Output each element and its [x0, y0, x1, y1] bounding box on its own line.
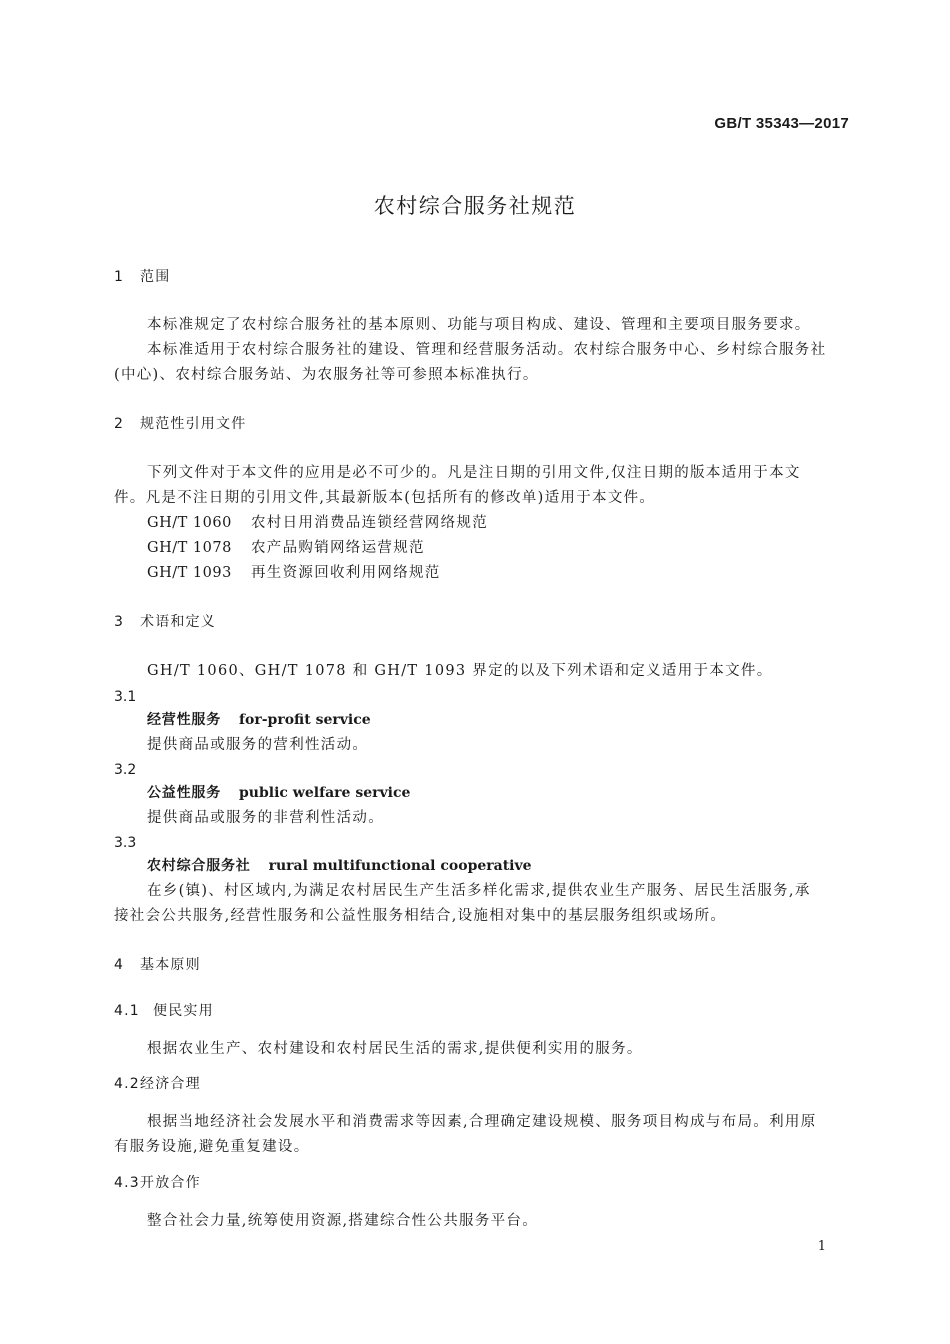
paragraph: 本标准适用于农村综合服务社的建设、管理和经营服务活动。农村综合服务中心、乡村综合服务社 — [147, 342, 827, 358]
paragraph-continuation: (中心)、农村综合服务站、为农服务社等可参照本标准执行。 — [114, 367, 539, 383]
paragraph: 下列文件对于本文件的应用是必不可少的。凡是注日期的引用文件,仅注日期的版本适用于本文 — [147, 465, 801, 481]
section-title: 术语和定义 — [140, 614, 216, 630]
subsection-title: 便民实用 — [153, 1003, 214, 1019]
paragraph: 根据农业生产、农村建设和农村居民生活的需求,提供便利实用的服务。 — [147, 1041, 643, 1057]
term-definition: 在乡(镇)、村区域内,为满足农村居民生产生活多样化需求,提供农业生产服务、居民生活服务,承 — [147, 883, 811, 899]
term-heading — [147, 786, 410, 800]
section-number: 2 — [114, 416, 125, 432]
paragraph: 根据当地经济社会发展水平和消费需求等因素,合理确定建设规模、服务项目构成与布局。利用原 — [147, 1114, 817, 1130]
subsection-number: 4.2 — [114, 1076, 140, 1092]
reference-code: GH/T 1078 — [147, 540, 232, 556]
term-number: 3.1 — [114, 689, 137, 705]
section-number: 3 — [114, 614, 125, 630]
reference-title: 再生资源回收利用网络规范 — [251, 565, 441, 581]
paragraph-continuation: 有服务设施,避免重复建设。 — [114, 1139, 310, 1155]
standard-number: GB/T 35343—2017 — [714, 115, 849, 132]
section-number: 4 — [114, 957, 125, 973]
section-4-heading — [114, 958, 201, 972]
term-en: public welfare service — [239, 785, 411, 801]
term-heading — [147, 859, 532, 873]
term-definition-continuation: 接社会公共服务,经营性服务和公益性服务相结合,设施相对集中的基层服务组织或场所。 — [114, 908, 727, 924]
reference-code: GH/T 1093 — [147, 565, 232, 581]
term-definition: 提供商品或服务的非营利性活动。 — [147, 810, 384, 826]
section-title: 范围 — [140, 269, 171, 285]
term-number: 3.3 — [114, 835, 137, 851]
term-zh: 经营性服务 — [147, 712, 221, 728]
reference-title: 农产品购销网络运营规范 — [251, 540, 425, 556]
paragraph: 本标准规定了农村综合服务社的基本原则、功能与项目构成、建设、管理和主要项目服务要求。 — [147, 317, 811, 333]
reference-item — [147, 516, 488, 531]
reference-code: GH/T 1060 — [147, 515, 232, 531]
section-2-heading — [114, 417, 246, 431]
paragraph: 整合社会力量,统筹使用资源,搭建综合性公共服务平台。 — [147, 1213, 539, 1229]
subsection-number: 4.1 — [114, 1003, 140, 1019]
term-zh: 农村综合服务社 — [147, 858, 251, 874]
term-heading — [147, 713, 371, 727]
subsection-number: 4.3 — [114, 1175, 140, 1191]
document-title: 农村综合服务社规范 — [373, 194, 577, 218]
term-number: 3.2 — [114, 762, 137, 778]
term-zh: 公益性服务 — [147, 785, 221, 801]
page-number: 1 — [817, 1239, 826, 1254]
subsection-title: 开放合作 — [140, 1175, 201, 1191]
section-title: 规范性引用文件 — [140, 416, 247, 432]
term-en: rural multifunctional cooperative — [268, 858, 532, 874]
reference-item — [147, 541, 425, 556]
subsection-4-1-heading — [114, 1004, 214, 1018]
subsection-title: 经济合理 — [140, 1076, 201, 1092]
paragraph-continuation: 件。凡是不注日期的引用文件,其最新版本(包括所有的修改单)适用于本文件。 — [114, 490, 656, 506]
reference-title: 农村日用消费品连锁经营网络规范 — [251, 515, 488, 531]
section-1-heading — [114, 270, 170, 284]
subsection-4-2-heading — [114, 1077, 201, 1091]
reference-item — [147, 566, 441, 581]
section-number: 1 — [114, 269, 125, 285]
term-en: for-profit service — [239, 712, 371, 728]
section-3-heading — [114, 615, 216, 629]
paragraph: GH/T 1060、GH/T 1078 和 GH/T 1093 界定的以及下列术语和定义适用于本文件。 — [147, 663, 773, 679]
subsection-4-3-heading — [114, 1176, 201, 1190]
section-title: 基本原则 — [140, 957, 201, 973]
term-definition: 提供商品或服务的营利性活动。 — [147, 737, 369, 753]
